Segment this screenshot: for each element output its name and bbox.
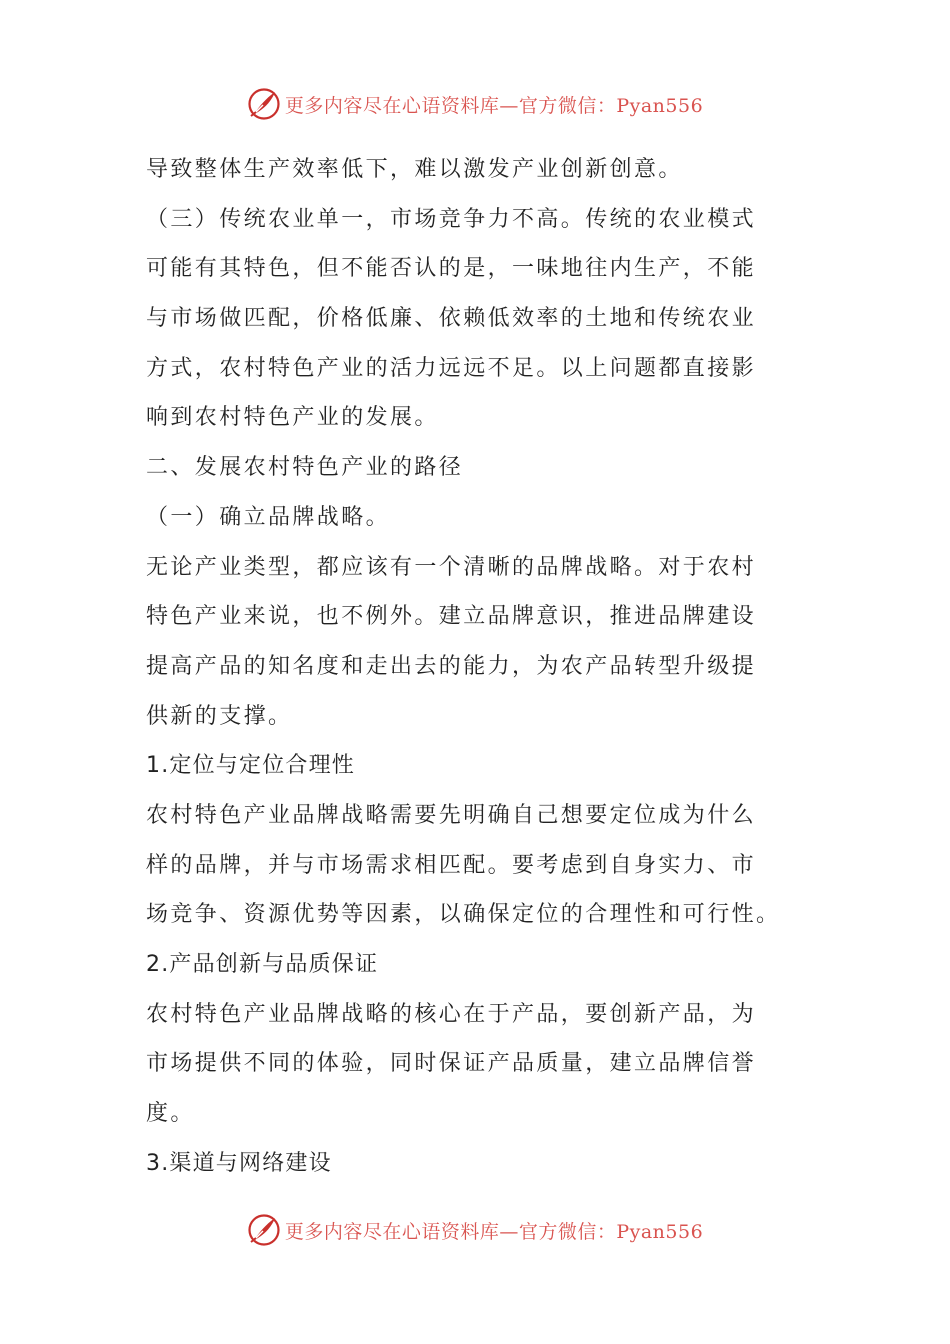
chapter-heading: 二、发展农村特色产业的路径 xyxy=(146,455,464,481)
subsection-heading: 2.产品创新与品质保证 xyxy=(146,952,379,977)
header-banner xyxy=(0,84,950,124)
body-line: 供新的支撑。 xyxy=(146,703,293,729)
document-body xyxy=(146,145,806,1188)
body-line: 样的品牌，并与市场需求相匹配。要考虑到自身实力、市 xyxy=(146,852,757,878)
body-line: 特色产业来说，也不例外。建立品牌意识，推进品牌建设 xyxy=(146,604,757,630)
body-line: 可能有其特色，但不能否认的是，一味地往内生产，不能 xyxy=(146,256,757,282)
banner-text: 更多内容尽在心语资料库—官方微信：Pyan556 xyxy=(284,94,704,117)
body-line: 度。 xyxy=(146,1101,195,1127)
body-line: 农村特色产业品牌战略的核心在于产品，要创新产品，为 xyxy=(146,1001,757,1027)
body-line: 市场提供不同的体验，同时保证产品质量，建立品牌信誉 xyxy=(146,1051,757,1077)
quill-pen-logo-icon xyxy=(247,87,281,121)
body-line: 农村特色产业品牌战略需要先明确自己想要定位成为什么 xyxy=(146,802,757,828)
footer-banner xyxy=(0,1210,950,1250)
banner-text: 更多内容尽在心语资料库—官方微信：Pyan556 xyxy=(284,1220,704,1243)
body-line: 提高产品的知名度和走出去的能力，为农产品转型升级提 xyxy=(146,653,757,679)
body-line: 与市场做匹配，价格低廉、依赖低效率的土地和传统农业 xyxy=(146,306,757,332)
subsection-heading: 3.渠道与网络建设 xyxy=(146,1150,332,1176)
body-line: 无论产业类型，都应该有一个清晰的品牌战略。对于农村 xyxy=(146,554,757,580)
body-line: 导致整体生产效率低下，难以激发产业创新创意。 xyxy=(146,157,683,182)
body-line: 响到农村特色产业的发展。 xyxy=(146,405,439,431)
section-heading: （三）传统农业单一，市场竞争力不高。传统的农业模式 xyxy=(146,206,757,232)
subsection-heading: 1.定位与定位合理性 xyxy=(146,753,355,779)
body-line: 方式，农村特色产业的活力远远不足。以上问题都直接影 xyxy=(146,355,757,381)
section-heading: （一）确立品牌战略。 xyxy=(146,504,391,530)
body-line: 场竞争、资源优势等因素，以确保定位的合理性和可行性。 xyxy=(146,902,781,928)
quill-pen-logo-icon xyxy=(247,1213,281,1247)
